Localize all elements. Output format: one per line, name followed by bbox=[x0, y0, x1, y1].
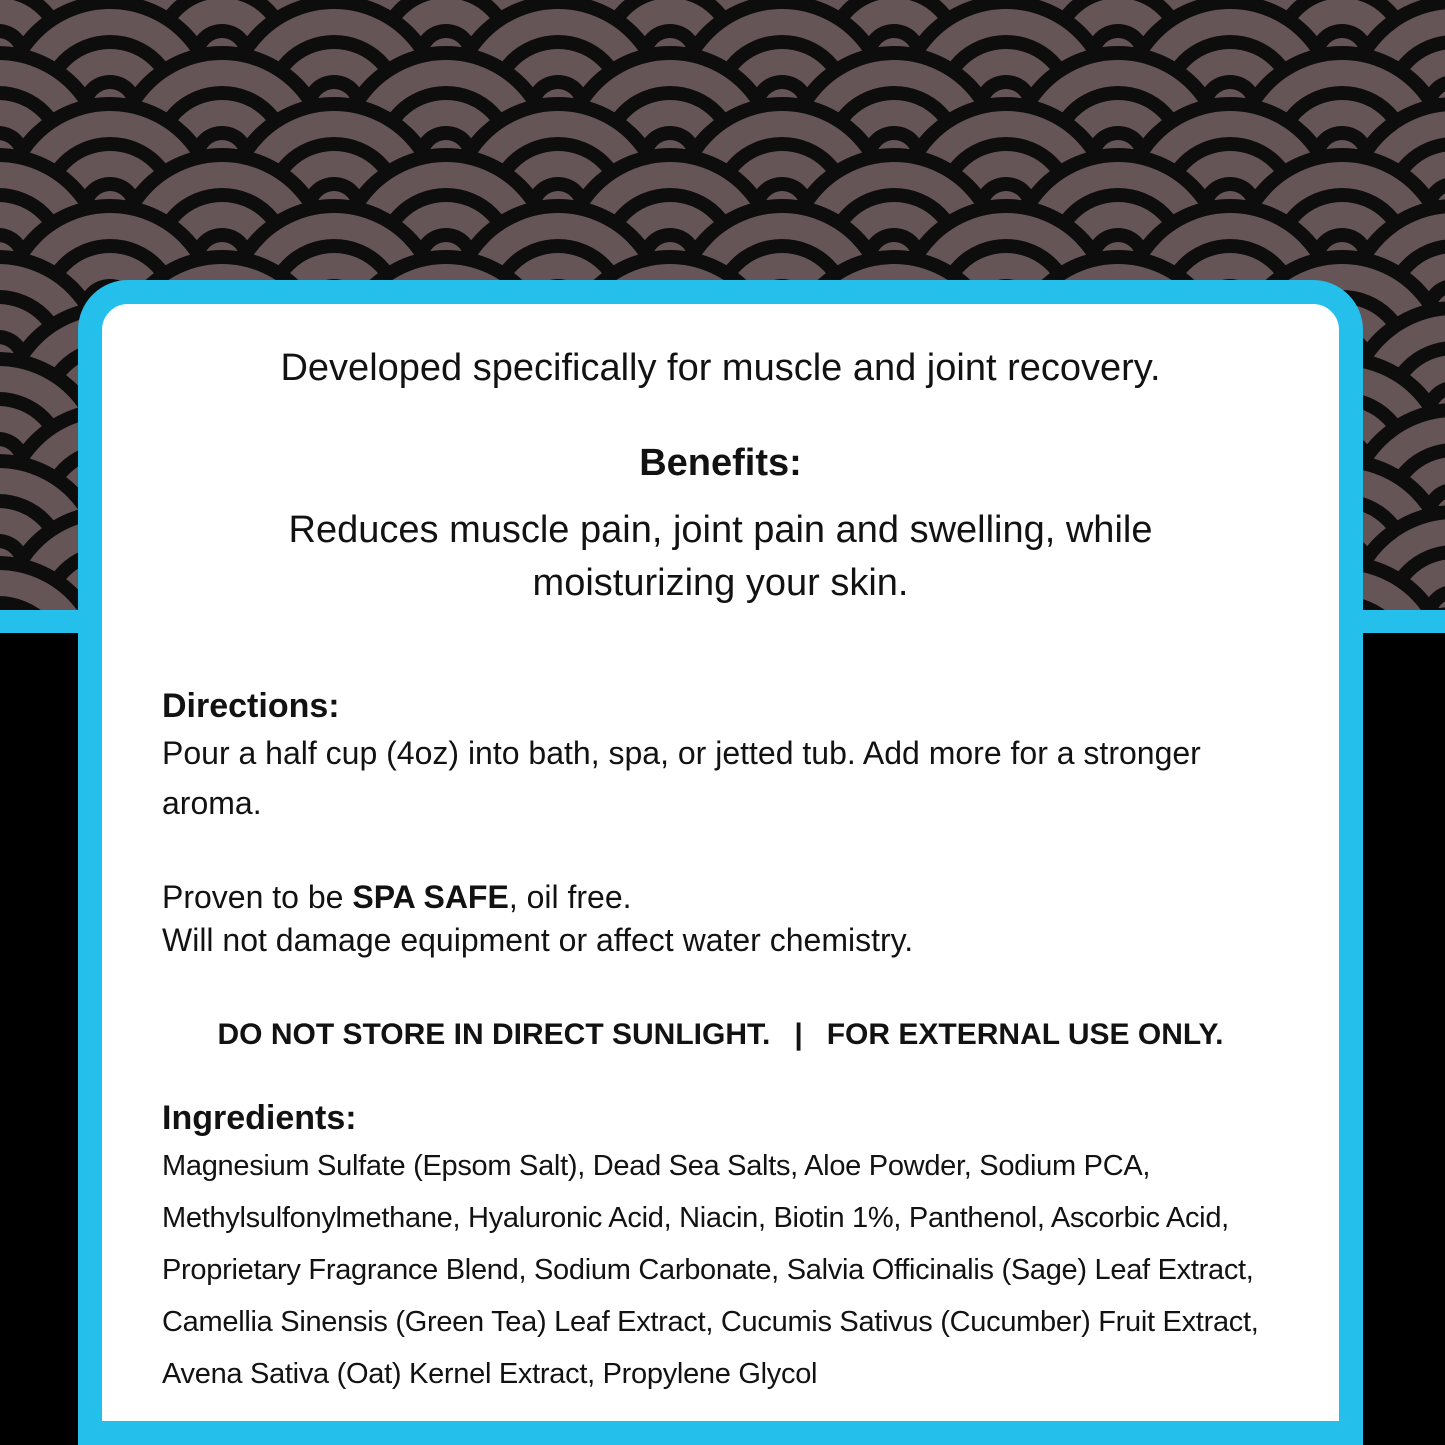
warning-divider: | bbox=[794, 1018, 803, 1051]
spa-safe-line bbox=[162, 876, 1302, 919]
warning-external-use-text: FOR EXTERNAL USE ONLY. bbox=[826, 1018, 1224, 1051]
benefits-heading: Benefits: bbox=[639, 442, 802, 484]
spa-safe-prefix: Proven to be bbox=[162, 879, 353, 915]
directions-text: Pour a half cup (4oz) into bath, spa, or jetted tub. Add more for a stronger aroma. bbox=[162, 735, 1201, 821]
directions-heading: Directions: bbox=[162, 687, 340, 725]
benefits-text: Reduces muscle pain, joint pain and swelling, while moisturizing your skin. bbox=[288, 509, 1153, 604]
storage-warning bbox=[102, 1015, 1339, 1055]
spa-safe-suffix: , oil free. bbox=[508, 879, 632, 915]
ingredients-heading: Ingredients: bbox=[162, 1099, 357, 1137]
details-section bbox=[102, 684, 1339, 1400]
ingredients-text: Magnesium Sulfate (Epsom Salt), Dead Sea Salts, Aloe Powder, Sodium PCA, Methylsulfonylmethane, Hyaluronic Acid, Niacin, Biotin 1%, Panthenol, Ascorbic Acid, Proprietary Fragrance Blend, Sodium Carbonate, Salvia Officinalis (Sage) Leaf Extract, Camellia Sinensis (Green Tea) Leaf Extract, Cucumis Sativus (Cucumber) Fruit Extract, Avena Sativa (Oat) Kernel Extract, Propylene Glycol bbox=[162, 1150, 1259, 1390]
intro-text: Developed specifically for muscle and joint recovery. bbox=[280, 347, 1161, 389]
equipment-note: Will not damage equipment or affect water chemistry. bbox=[162, 922, 914, 958]
benefits-section bbox=[102, 304, 1339, 610]
label-card bbox=[78, 280, 1363, 1445]
warning-sunlight-text: DO NOT STORE IN DIRECT SUNLIGHT. bbox=[217, 1018, 771, 1051]
spa-safe-term: SPA SAFE bbox=[352, 879, 509, 915]
